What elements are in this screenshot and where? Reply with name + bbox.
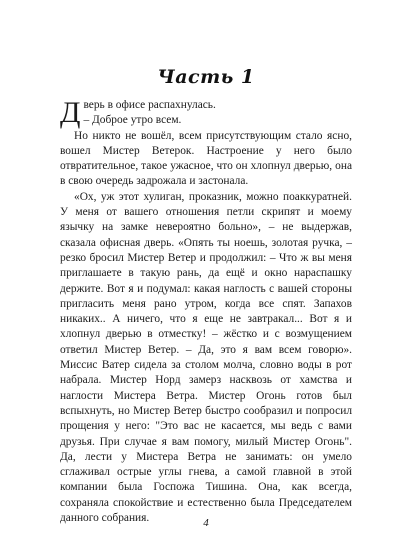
paragraph-dialogue: «Ох, уж этот хулиган, проказник, можно поаккуратней. У меня от вашего отношения петли скрипят и моему язычку на замке невероятно больно», – не выдержав, сказала офисная дверь. «Опять ты ноешь, золотая ручка, – резко бросил Мистер Ветер и продолжил: – Что ж вы меня приглашаете в такую рань, да ещё и окно нараспашку держите. Вот я и подумал: какая наглость с вашей стороны пригласить меня рано утром, когда все спят. Запахов никаких.. А ничего, что я еще не завтракал... Вот я и хлопнул дверью в отместку! – жёстко и с возмущением ответил Мистер Ветер. – Да, это я вам всем говорю». Миссис Ватер сидела за столом молча, словно воды в рот набрала. Мистер Норд замерз насквозь от хамства и наглости Мистера Ветра. Мистер Огонь готов был вспыхнуть, но Мистер Ветер быстро сообразил и попросил прощения у него: "Это вас не касается, мы ведь с вами друзья. При случае я вам помогу, милый Мистер Огонь". Да, лести у Мистера Ветра не занимать: он умело сглаживал острые углы гнева, а самой главной в этой компании была Госпожа Тишина. Она, как всегда, сохраняла спокойствие и естественно была Председателем данного собрания. — [60, 190, 352, 525]
drop-cap: Д — [60, 96, 81, 129]
body-text — [60, 98, 352, 526]
paragraph-opening-text: верь в офисе распахнулась. — [83, 99, 216, 111]
chapter-title: Часть 1 — [157, 66, 255, 88]
page-number: 4 — [203, 517, 209, 529]
paragraph-narration: Но никто не вошёл, всем присутствующим стало ясно, вошел Мистер Ветерок. Настроение у него было отвратительное, такое ужасное, что он хлопнул дверью, она в свою очередь задрожала и застонала. — [60, 129, 352, 188]
paragraph-greeting: – Доброе утро всем. — [83, 114, 182, 127]
